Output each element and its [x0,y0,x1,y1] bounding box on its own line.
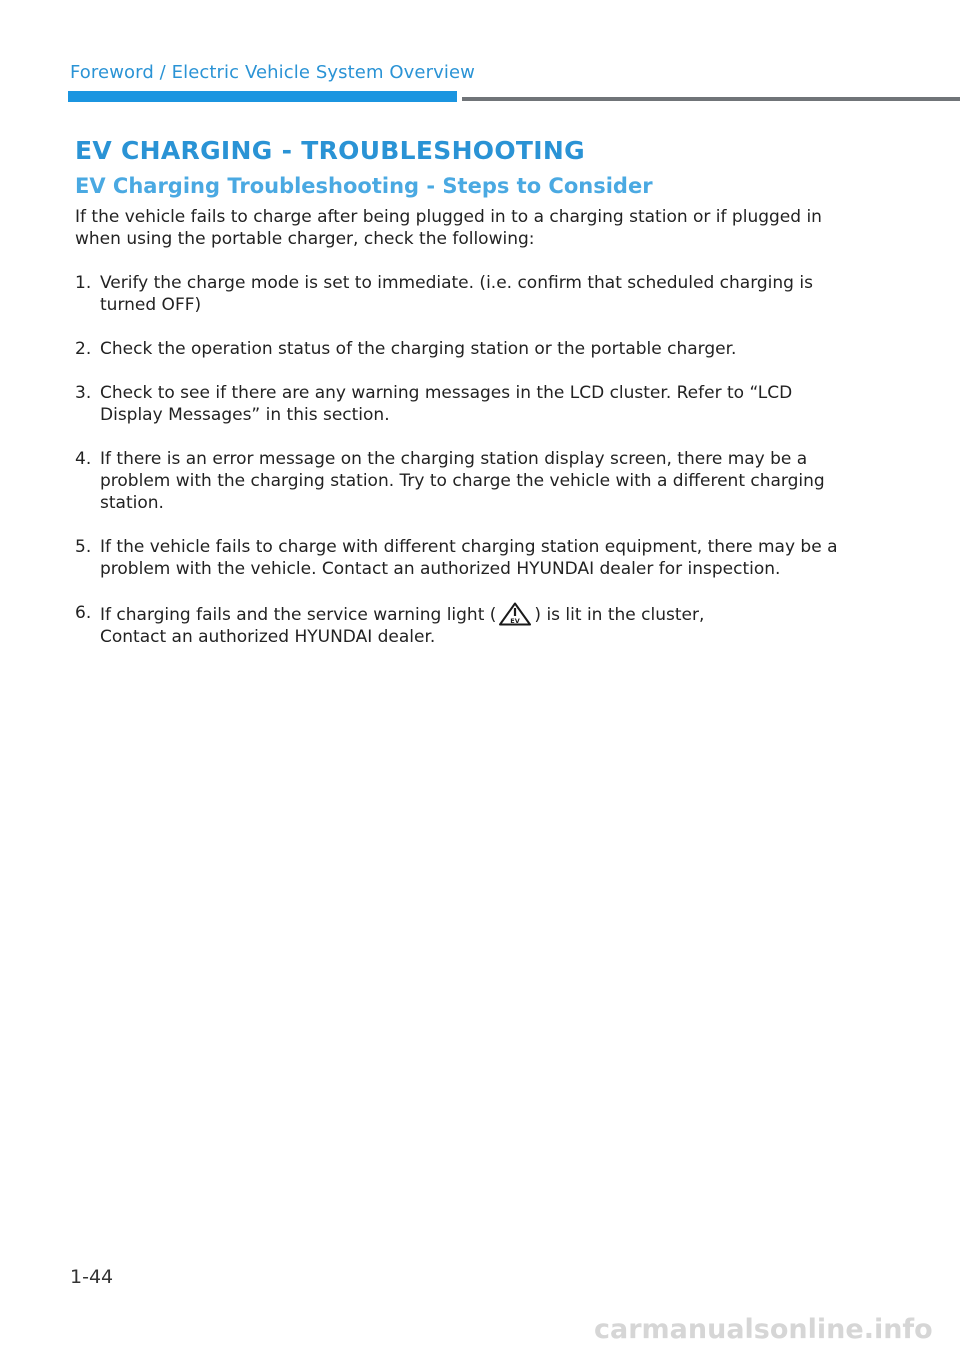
breadcrumb: Foreword / Electric Vehicle System Overview [70,62,475,83]
step-number: 6. [75,603,92,623]
step-item [75,272,855,316]
intro-paragraph: If the vehicle fails to charge after being plugged in to a charging station or if plugged in when using the portable charger, check the following: [75,207,822,249]
step-text: Verify the charge mode is set to immediate. (i.e. confirm that scheduled charging is turned OFF) [100,273,813,315]
header-rule-accent [68,91,457,102]
step-item [75,382,855,426]
watermark: carmanualsonline.info [594,1314,933,1345]
step-text: Check the operation status of the charging station or the portable charger. [100,339,737,359]
step-number: 5. [75,537,92,557]
ev-service-warning-icon [498,602,532,626]
step-text: If charging fails and the service warning light ( [100,605,497,625]
header-rule-gray [462,97,960,101]
step-text-continued: ) is lit in the cluster, [534,605,705,625]
step-text: Check to see if there are any warning messages in the LCD cluster. Refer to “LCD Display Messages” in this section. [100,383,793,425]
page-number: 1-44 [70,1266,114,1288]
step-number: 2. [75,339,92,359]
step-text-line2: Contact an authorized HYUNDAI dealer. [100,627,436,647]
ev-icon-label: EV [510,617,521,625]
step-number: 3. [75,383,92,403]
section-title: EV CHARGING - TROUBLESHOOTING [75,136,585,165]
troubleshooting-steps [75,272,855,648]
step-number: 1. [75,273,92,293]
step-item [75,448,855,514]
step-item [75,602,855,648]
step-text: If there is an error message on the charging station display screen, there may be a problem with the charging station. Try to charge the vehicle with a different charging station. [100,449,825,513]
step-text: If the vehicle fails to charge with different charging station equipment, there may be a problem with the vehicle. Contact an authorized HYUNDAI dealer for inspection. [100,537,838,579]
section-subtitle: EV Charging Troubleshooting - Steps to Consider [75,174,653,198]
step-number: 4. [75,449,92,469]
step-item [75,338,855,360]
step-item [75,536,855,580]
